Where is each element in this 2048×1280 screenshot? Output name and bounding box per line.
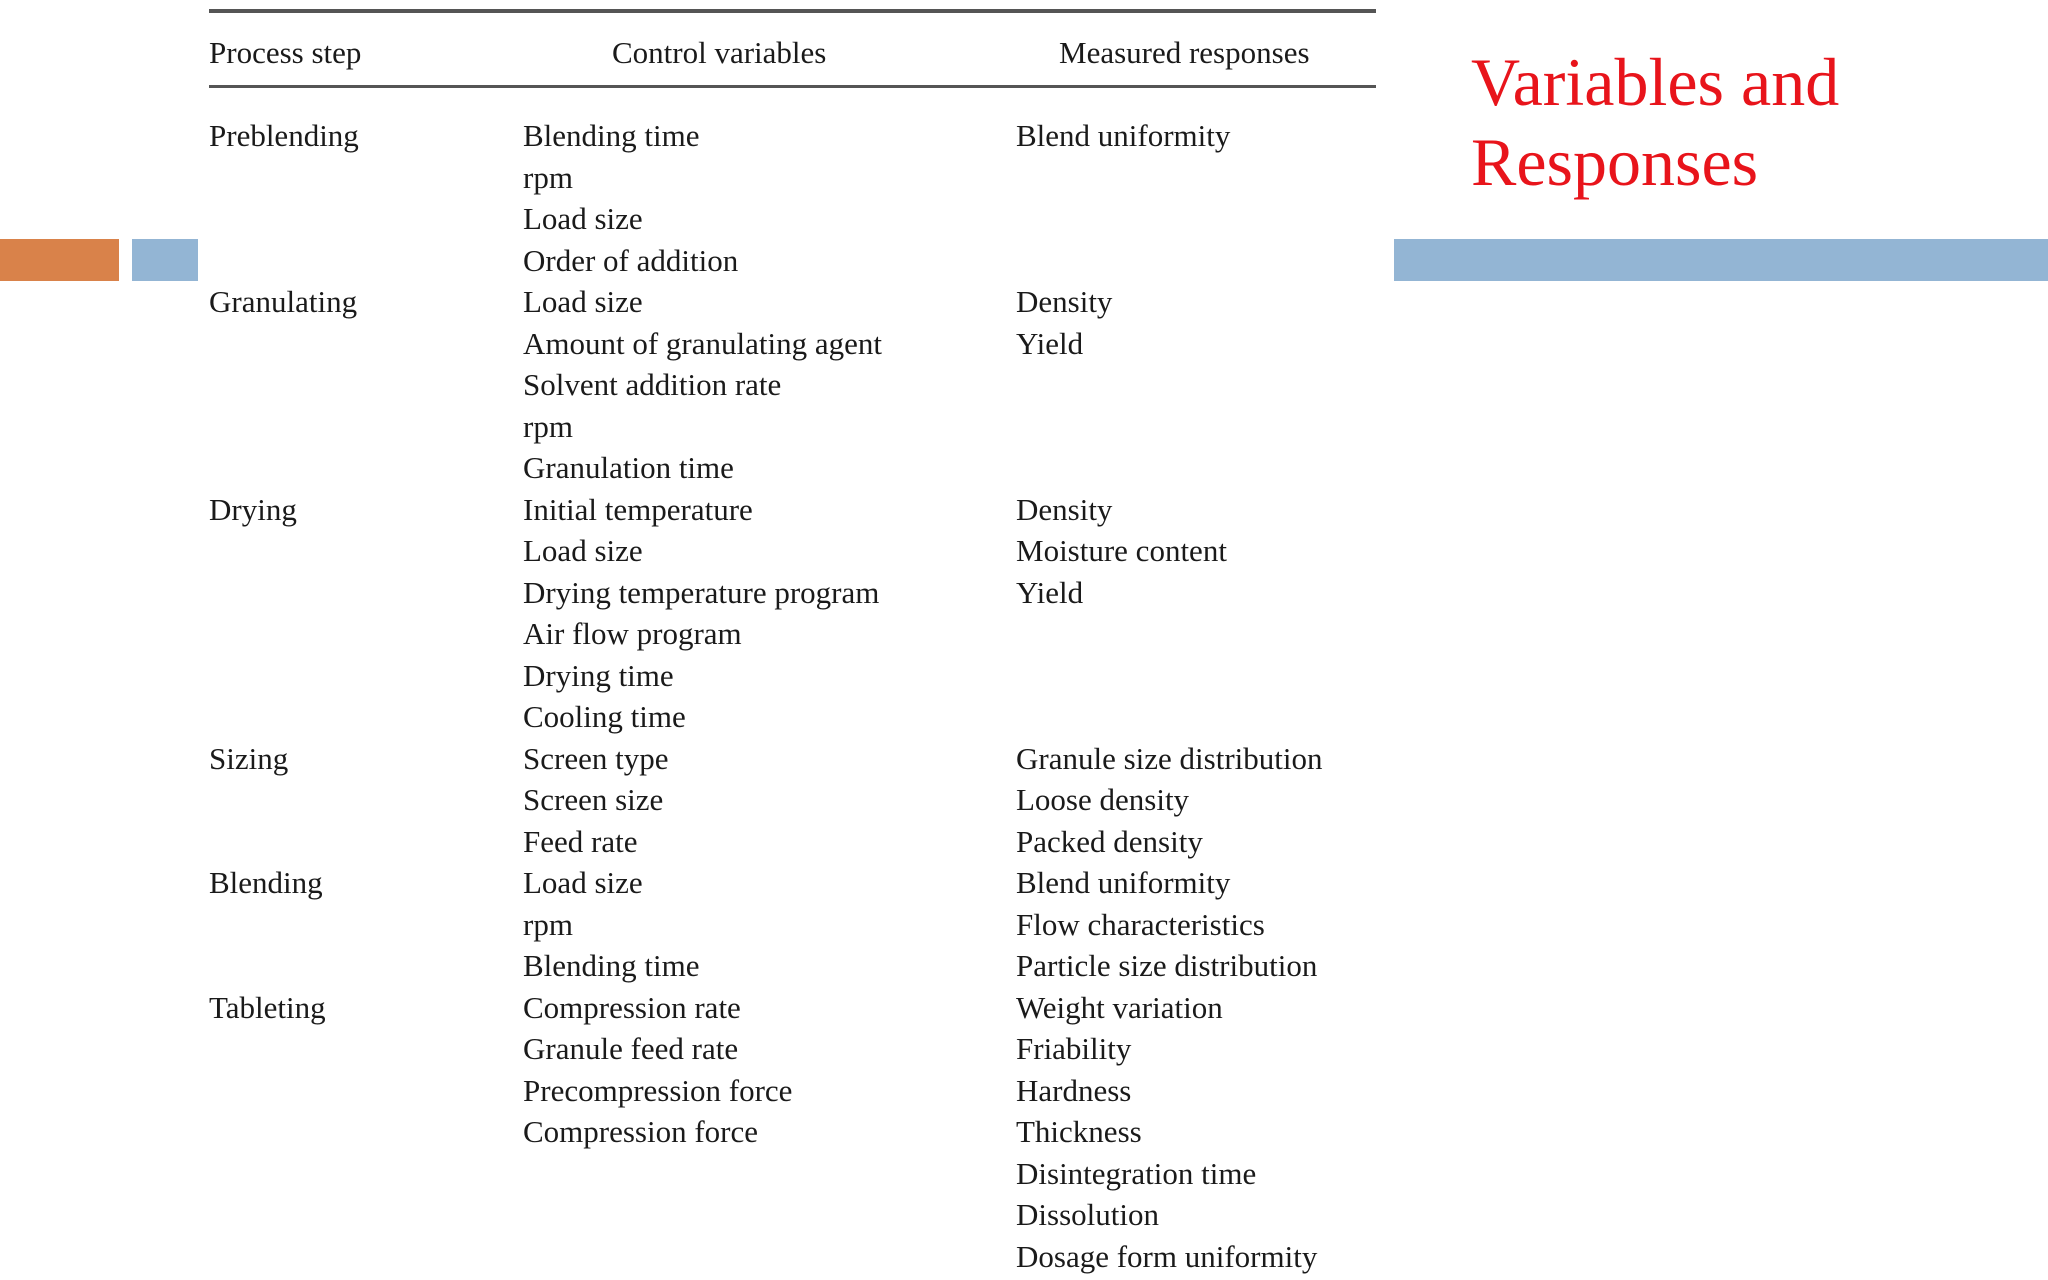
- measured-response-item: Thickness: [1016, 1114, 1142, 1149]
- process-step-cell: Sizing: [209, 740, 289, 776]
- table-body: [209, 115, 1376, 1277]
- measured-response-item: Flow characteristics: [1016, 906, 1265, 942]
- table-row: [209, 987, 1376, 1278]
- control-variables-cell: [523, 281, 882, 489]
- control-variable-item: Compression force: [523, 1114, 759, 1149]
- control-variables-cell: [523, 115, 738, 281]
- process-step-cell: Preblending: [209, 118, 359, 153]
- accent-bar-orange: [0, 239, 119, 281]
- measured-response-item: Weight variation: [1016, 989, 1223, 1025]
- header-process-step: Process step: [209, 35, 362, 70]
- control-variable-item: Drying time: [523, 657, 674, 693]
- control-variable-item: Initial temperature: [523, 491, 753, 527]
- measured-responses-cell: [1016, 738, 1323, 863]
- measured-response-item: Granule size distribution: [1016, 740, 1323, 776]
- measured-response-item: Disintegration time: [1016, 1155, 1257, 1191]
- table-row: [209, 489, 1376, 738]
- control-variables-cell: [523, 862, 700, 987]
- measured-response-item: Dissolution: [1016, 1197, 1159, 1232]
- control-variable-item: Load size: [523, 865, 643, 900]
- measured-responses-cell: [1016, 115, 1230, 157]
- measured-response-item: Blend uniformity: [1016, 865, 1231, 900]
- control-variable-item: Solvent addition rate: [523, 367, 782, 402]
- control-variable-item: Compression rate: [523, 989, 741, 1025]
- table-row: [209, 738, 1376, 863]
- control-variable-item: Drying temperature program: [523, 574, 880, 610]
- control-variable-item: Amount of granulating agent: [523, 325, 882, 361]
- slide-title-line-2: Responses: [1471, 124, 1759, 200]
- control-variable-item: Blending time: [523, 948, 700, 983]
- measured-response-item: Particle size distribution: [1016, 948, 1318, 983]
- measured-response-item: Friability: [1016, 1031, 1132, 1066]
- measured-response-item: Density: [1016, 284, 1113, 319]
- table-top-rule: [209, 9, 1376, 13]
- table-row: [209, 115, 1376, 281]
- measured-responses-cell: [1016, 987, 1317, 1278]
- control-variables-cell: [523, 738, 668, 863]
- table-row: [209, 281, 1376, 489]
- control-variable-item: rpm: [523, 906, 573, 942]
- process-step-cell: Blending: [209, 865, 323, 900]
- control-variable-item: Air flow program: [523, 616, 742, 651]
- control-variable-item: Screen size: [523, 782, 664, 817]
- slide-title: [1471, 42, 2031, 202]
- accent-bar-blue-long: [1394, 239, 2048, 281]
- table-header-rule: [209, 85, 1376, 88]
- control-variable-item: Load size: [523, 284, 643, 319]
- control-variables-cell: [523, 987, 792, 1153]
- measured-response-item: Hardness: [1016, 1072, 1132, 1108]
- process-step-cell: Tableting: [209, 989, 326, 1025]
- measured-response-item: Loose density: [1016, 782, 1190, 817]
- control-variable-item: Order of addition: [523, 242, 739, 278]
- measured-response-item: Moisture content: [1016, 533, 1227, 568]
- control-variable-item: Screen type: [523, 740, 669, 776]
- measured-response-item: Yield: [1016, 574, 1084, 610]
- process-step-cell: Granulating: [209, 284, 358, 319]
- control-variable-item: rpm: [523, 159, 573, 195]
- control-variable-item: Feed rate: [523, 823, 638, 859]
- control-variable-item: Load size: [523, 533, 643, 568]
- accent-bar-blue-small: [132, 239, 198, 281]
- process-step-cell: Drying: [209, 491, 297, 527]
- measured-responses-cell: [1016, 489, 1227, 614]
- control-variable-item: Granulation time: [523, 450, 734, 485]
- measured-response-item: Packed density: [1016, 823, 1203, 859]
- slide-title-line-1: Variables and: [1471, 44, 1840, 120]
- control-variable-item: Cooling time: [523, 699, 686, 734]
- table-row: [209, 862, 1376, 987]
- measured-responses-cell: [1016, 862, 1317, 987]
- measured-response-item: Density: [1016, 491, 1113, 527]
- header-measured-responses: Measured responses: [1059, 35, 1310, 70]
- control-variable-item: Blending time: [523, 118, 700, 153]
- control-variable-item: Precompression force: [523, 1072, 793, 1108]
- measured-response-item: Dosage form uniformity: [1016, 1238, 1318, 1274]
- control-variable-item: Load size: [523, 201, 643, 236]
- measured-responses-cell: [1016, 281, 1112, 364]
- measured-response-item: Yield: [1016, 325, 1084, 361]
- control-variable-item: rpm: [523, 408, 573, 444]
- header-control-variables: Control variables: [612, 35, 827, 70]
- measured-response-item: Blend uniformity: [1016, 118, 1231, 153]
- control-variables-cell: [523, 489, 879, 738]
- control-variable-item: Granule feed rate: [523, 1031, 739, 1066]
